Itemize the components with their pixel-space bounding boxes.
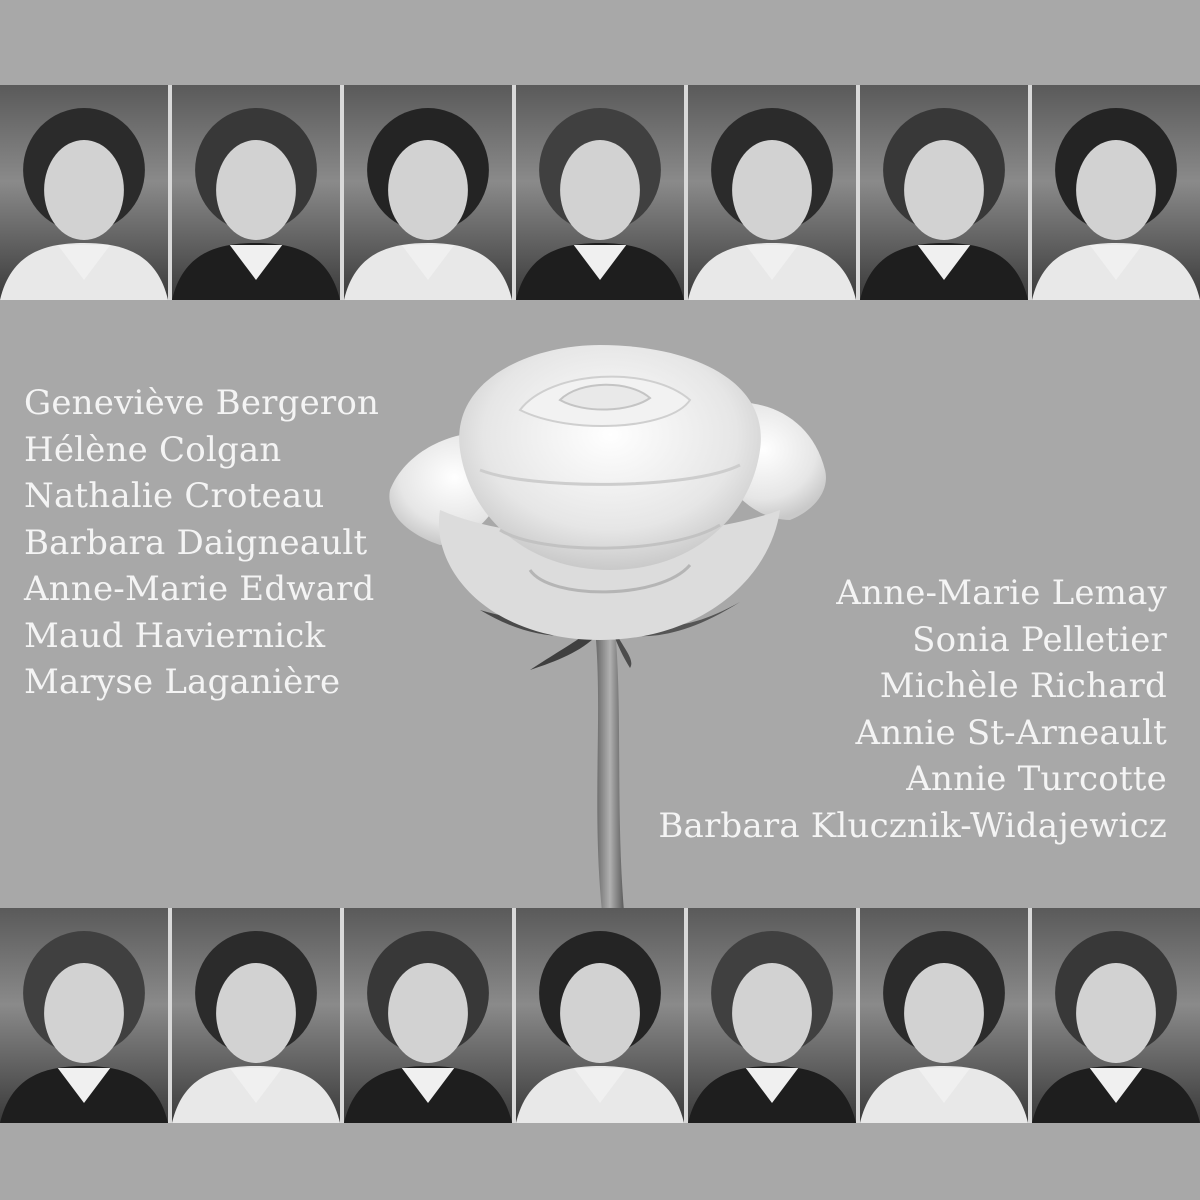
name-item: Barbara Daigneault xyxy=(24,522,368,563)
portrait-silhouette xyxy=(516,85,684,300)
portrait-photo xyxy=(0,908,172,1123)
portrait-silhouette xyxy=(688,908,856,1123)
portrait-silhouette xyxy=(344,908,512,1123)
name-item: Hélène Colgan xyxy=(24,429,282,470)
name-item: Annie St-Arneault xyxy=(855,712,1167,753)
portrait-photo xyxy=(1032,908,1200,1123)
portrait-silhouette xyxy=(344,85,512,300)
name-item: Barbara Klucznik-Widajewicz xyxy=(658,805,1167,846)
portrait-silhouette xyxy=(516,908,684,1123)
name-item: Nathalie Croteau xyxy=(24,476,325,516)
portrait-silhouette xyxy=(0,85,168,300)
portrait-silhouette xyxy=(172,85,340,300)
name-item: Anne-Marie Lemay xyxy=(836,573,1167,613)
portrait-photo xyxy=(516,908,688,1123)
portrait-photo xyxy=(1032,85,1200,300)
name-item: Anne-Marie Edward xyxy=(24,569,375,609)
portrait-silhouette xyxy=(0,908,168,1123)
portrait-silhouette xyxy=(1032,85,1200,300)
names-list-right xyxy=(658,570,1167,849)
names-list-left xyxy=(24,380,379,706)
name-item: Maud Haviernick xyxy=(24,615,326,656)
name-item: Sonia Pelletier xyxy=(912,619,1167,660)
portrait-silhouette xyxy=(1032,908,1200,1123)
portrait-photo xyxy=(688,85,860,300)
portrait-silhouette xyxy=(688,85,856,300)
portrait-photo xyxy=(344,908,516,1123)
portrait-silhouette xyxy=(172,908,340,1123)
portrait-photo xyxy=(516,85,688,300)
top-portrait-strip xyxy=(0,85,1200,300)
portrait-silhouette xyxy=(860,908,1028,1123)
name-item: Annie Turcotte xyxy=(906,759,1167,799)
name-item: Michèle Richard xyxy=(879,666,1167,706)
portrait-photo xyxy=(688,908,860,1123)
name-item: Geneviève Bergeron xyxy=(24,383,380,423)
name-item: Maryse Laganière xyxy=(24,662,341,702)
bottom-portrait-strip xyxy=(0,908,1200,1123)
portrait-photo xyxy=(860,85,1032,300)
portrait-photo xyxy=(172,908,344,1123)
portrait-photo xyxy=(172,85,344,300)
portrait-photo xyxy=(860,908,1032,1123)
portrait-photo xyxy=(0,85,172,300)
portrait-photo xyxy=(344,85,516,300)
portrait-silhouette xyxy=(860,85,1028,300)
